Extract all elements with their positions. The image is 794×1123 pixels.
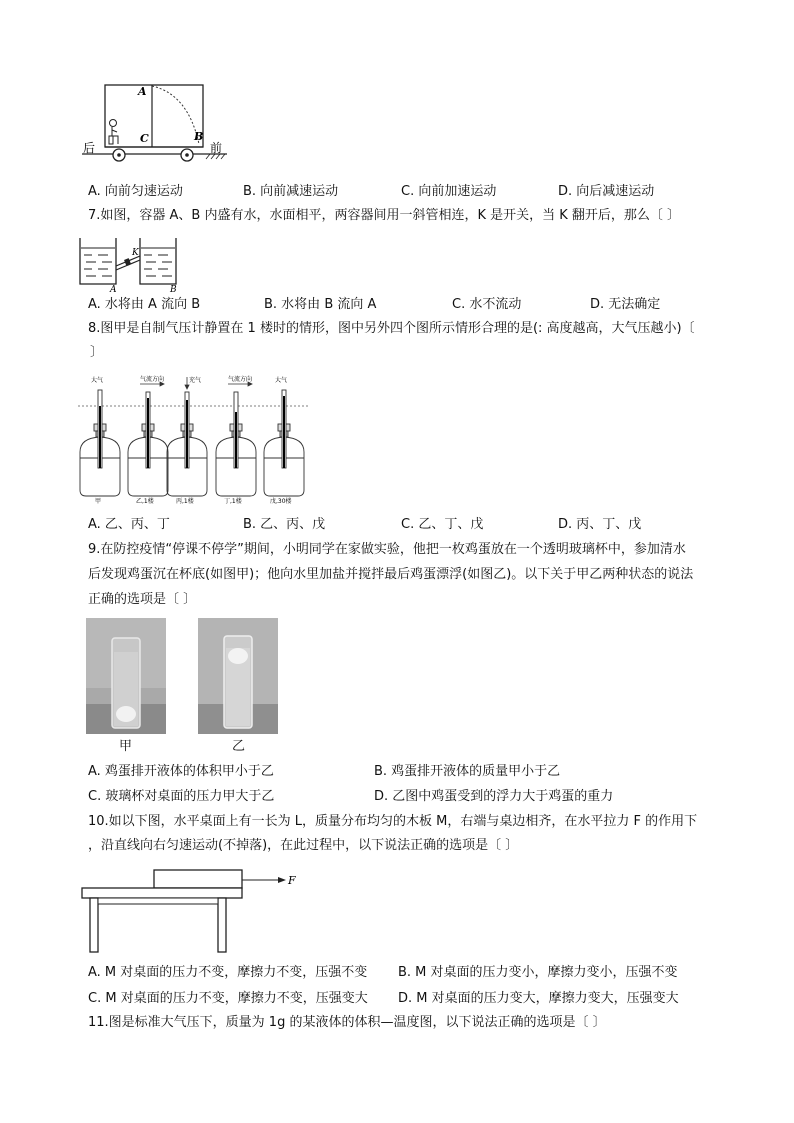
q9-stem-line3: 正确的选项是〔 〕 bbox=[88, 592, 197, 607]
q11-stem: 11.图是标准大气压下，质量为 1g 的某液体的体积—温度图，以下说法正确的选项是〔 〕 bbox=[88, 1015, 606, 1030]
photo-egg-sunk bbox=[86, 618, 166, 734]
q9-option-b: B. 鸡蛋排开液体的质量甲小于乙 bbox=[374, 764, 561, 779]
q10-option-b: B. M 对桌面的压力变小，摩擦力变小，压强不变 bbox=[398, 965, 678, 980]
label-b: B bbox=[194, 130, 204, 143]
label-b: B bbox=[170, 285, 177, 295]
q7-option-b: B. 水将由 B 流向 A bbox=[264, 297, 377, 312]
q6-option-c: C. 向前加速运动 bbox=[401, 184, 497, 199]
q9-option-d: D. 乙图中鸡蛋受到的浮力大于鸡蛋的重力 bbox=[374, 789, 614, 804]
q8-option-d: D. 丙、丁、戊 bbox=[558, 517, 642, 532]
q7-option-a: A. 水将由 A 流向 B bbox=[88, 297, 201, 312]
q10-stem-line1: 10.如以下图，水平桌面上有一长为 L，质量分布均匀的木板 M，右端与桌边相齐，在水平拉力 F 的作用下 bbox=[88, 814, 698, 829]
q10-option-c: C. M 对桌面的压力不变，摩擦力不变，压强变大 bbox=[88, 991, 368, 1006]
fig-top-label-2: 气流方向 bbox=[140, 376, 165, 383]
q6-option-d: D. 向后减速运动 bbox=[558, 184, 655, 199]
label-c: C bbox=[140, 132, 149, 145]
barometer-figure bbox=[78, 372, 310, 504]
label-back: 后 bbox=[83, 141, 96, 155]
q8-option-a: A. 乙、丙、丁 bbox=[88, 517, 170, 532]
q8-stem-line1: 8.图甲是自制气压计静置在 1 楼时的情形，图中另外四个图所示情形合理的是(: 高度越高，大气压越小)〔 bbox=[88, 321, 695, 336]
fig-top-label-3: 充气 bbox=[189, 377, 202, 384]
q9-stem-line2: 后发现鸡蛋沉在杯底(如图甲)；他向水里加盐并搅拌最后鸡蛋漂浮(如图乙)。以下关于甲乙两种状态的说法 bbox=[88, 567, 694, 582]
q10-option-a: A. M 对桌面的压力不变，摩擦力不变，压强不变 bbox=[88, 965, 368, 980]
label-a: A bbox=[138, 85, 147, 98]
q7-stem: 7.如图，容器 A、B 内盛有水，水面相平，两容器间用一斜管相连，K 是开关，当 K 翻开后，那么〔 〕 bbox=[88, 208, 681, 223]
q7-option-d: D. 无法确定 bbox=[590, 297, 661, 312]
fig-bottom-label-4: 丁,1楼 bbox=[224, 498, 242, 505]
fig-bottom-label-1: 甲 bbox=[95, 498, 102, 505]
fig-bottom-label-3: 丙,1楼 bbox=[176, 498, 194, 505]
q8-stem-line2: 〕 bbox=[90, 345, 104, 360]
q9-option-c: C. 玻璃杯对桌面的压力甲大于乙 bbox=[88, 789, 275, 804]
q8-option-c: C. 乙、丁、戊 bbox=[401, 517, 484, 532]
label-a: A bbox=[110, 285, 117, 295]
q6-option-b: B. 向前减速运动 bbox=[243, 184, 339, 199]
containers-figure bbox=[78, 236, 178, 295]
label-front: 前 bbox=[210, 141, 223, 155]
q8-option-b: B. 乙、丙、戊 bbox=[243, 517, 326, 532]
fig-top-label-4: 气流方向 bbox=[228, 376, 253, 383]
fig-top-label-5: 大气 bbox=[275, 377, 288, 384]
q9-option-a: A. 鸡蛋排开液体的体积甲小于乙 bbox=[88, 764, 274, 779]
fig-top-label-1: 大气 bbox=[91, 377, 104, 384]
table-figure bbox=[82, 868, 302, 954]
q10-stem-line2: ，沿直线向右匀速运动(不掉落)，在此过程中，以下说法正确的选项是〔 〕 bbox=[88, 838, 519, 853]
photo-egg-floating bbox=[198, 618, 278, 734]
q9-stem-line1: 9.在防控疫情“停课不停学”期间，小明同学在家做实验，他把一枚鸡蛋放在一个透明玻璃杯中，参加清水 bbox=[88, 542, 686, 557]
photo-label-yi: 乙 bbox=[232, 739, 246, 754]
photo-label-jia: 甲 bbox=[119, 739, 133, 754]
label-k: K bbox=[132, 248, 139, 258]
label-f: F bbox=[288, 874, 296, 887]
fig-bottom-label-5: 戊,30楼 bbox=[270, 498, 292, 505]
q10-option-d: D. M 对桌面的压力变大，摩擦力变大，压强变大 bbox=[398, 991, 679, 1006]
cart-figure bbox=[82, 82, 242, 167]
q6-option-a: A. 向前匀速运动 bbox=[88, 184, 183, 199]
fig-bottom-label-2: 乙,1楼 bbox=[136, 498, 154, 505]
q7-option-c: C. 水不流动 bbox=[452, 297, 522, 312]
